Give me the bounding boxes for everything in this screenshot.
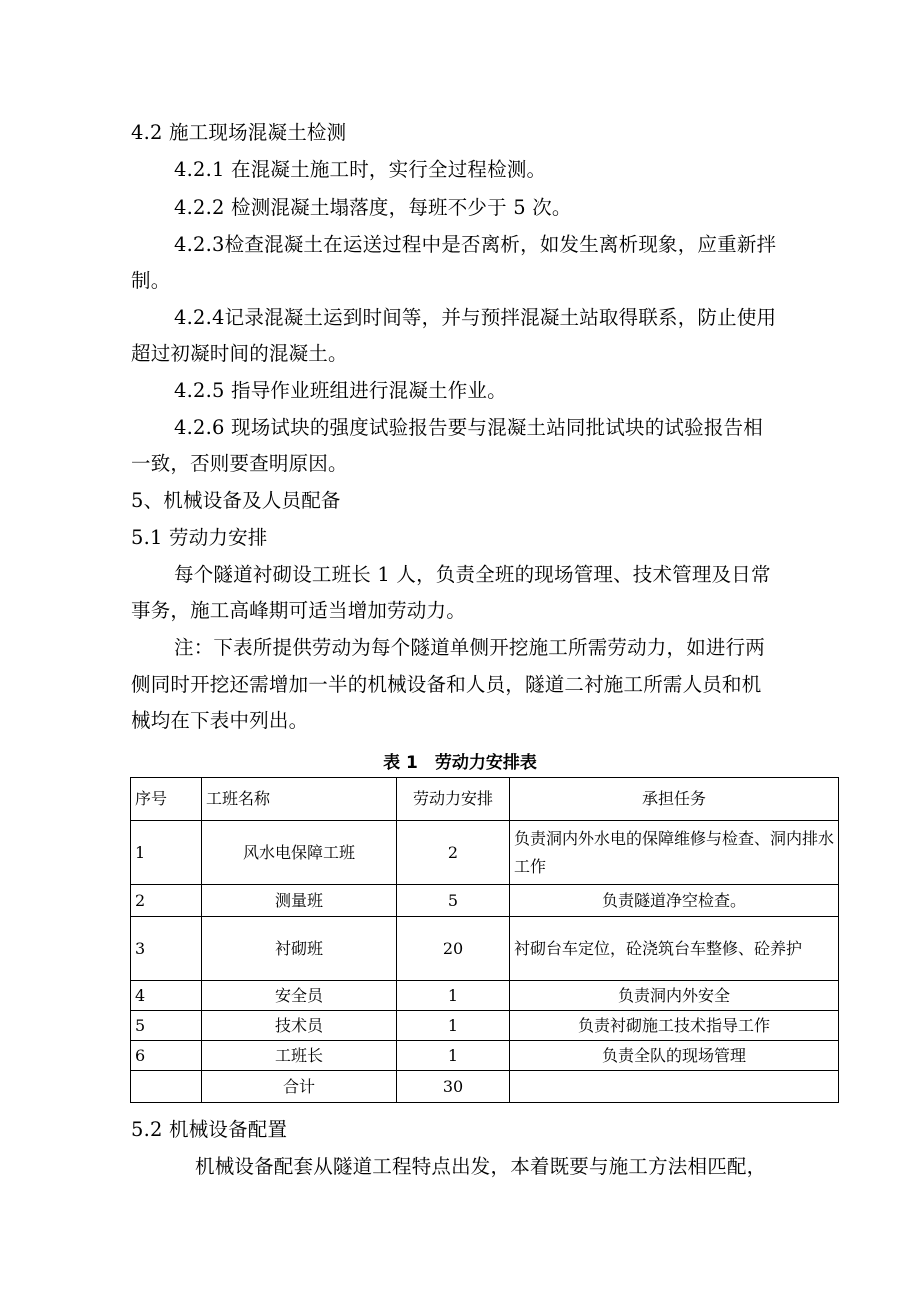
- item-4-2-6-line1: 4.2.6 现场试块的强度试验报告要与混凝土站同批试块的试验报告相: [174, 416, 763, 439]
- row-seq: 5: [131, 1011, 202, 1041]
- para-5-1-line1: 每个隧道衬砌设工班长 1 人，负责全班的现场管理、技术管理及日常: [174, 563, 771, 586]
- row-task: 衬砌台车定位，砼浇筑台车整修、砼养护: [510, 917, 839, 981]
- table-row: [131, 917, 839, 981]
- row-labor: 5: [397, 885, 510, 917]
- row-name: 测量班: [202, 885, 397, 917]
- row-name: 衬砌班: [202, 917, 397, 981]
- section-5-title: 5、机械设备及人员配备: [131, 489, 341, 512]
- note-line1: 注：下表所提供劳动为每个隧道单侧开挖施工所需劳动力，如进行两: [174, 636, 766, 659]
- row-name: 技术员: [202, 1011, 397, 1041]
- header-labor: 劳动力安排: [397, 778, 510, 821]
- total-task: [510, 1071, 839, 1103]
- row-labor: 20: [397, 917, 510, 981]
- row-labor: 1: [397, 981, 510, 1011]
- section-5-2-title: 5.2 机械设备配置: [131, 1118, 288, 1141]
- note-line2: 侧同时开挖还需增加一半的机械设备和人员，隧道二衬施工所需人员和机: [131, 673, 762, 696]
- row-name: 安全员: [202, 981, 397, 1011]
- row-seq: 1: [131, 821, 202, 885]
- row-seq: 3: [131, 917, 202, 981]
- total-labor: 30: [397, 1071, 510, 1103]
- table-row: [131, 821, 839, 885]
- table-row: [131, 1011, 839, 1041]
- row-seq: 6: [131, 1041, 202, 1071]
- row-task: 负责全队的现场管理: [510, 1041, 839, 1071]
- header-seq: 序号: [131, 778, 202, 821]
- header-task: 承担任务: [510, 778, 839, 821]
- item-4-2-1: 4.2.1 在混凝土施工时，实行全过程检测。: [174, 158, 547, 181]
- item-4-2-3-line1: 4.2.3检查混凝土在运送过程中是否离析，如发生离析现象，应重新拌: [174, 233, 777, 256]
- note-line3: 械均在下表中列出。: [131, 709, 309, 732]
- table-row: [131, 981, 839, 1011]
- para-5-1-line2: 事务，施工高峰期可适当增加劳动力。: [131, 599, 466, 622]
- item-4-2-6-line2: 一致，否则要查明原因。: [131, 452, 348, 475]
- row-labor: 1: [397, 1011, 510, 1041]
- labor-table: [130, 777, 839, 1103]
- row-task: 负责洞内外水电的保障维修与检查、洞内排水工作: [510, 821, 839, 885]
- table-row: [131, 1041, 839, 1071]
- item-4-2-3-line2: 制。: [131, 269, 171, 292]
- row-labor: 2: [397, 821, 510, 885]
- para-5-2-line1: 机械设备配套从隧道工程特点出发，本着既要与施工方法相匹配，: [195, 1155, 767, 1178]
- row-task: 负责隧道净空检查。: [510, 885, 839, 917]
- header-name: 工班名称: [202, 778, 397, 821]
- item-4-2-5: 4.2.5 指导作业班组进行混凝土作业。: [174, 379, 507, 402]
- section-4-2-title: 4.2 施工现场混凝土检测: [131, 121, 347, 144]
- row-seq: 4: [131, 981, 202, 1011]
- table-header-row: [131, 778, 839, 821]
- item-4-2-4-line2: 超过初凝时间的混凝土。: [131, 342, 348, 365]
- row-name: 工班长: [202, 1041, 397, 1071]
- row-task: 负责洞内外安全: [510, 981, 839, 1011]
- table-caption: 表 1 劳动力安排表: [383, 753, 537, 773]
- row-labor: 1: [397, 1041, 510, 1071]
- row-task: 负责衬砌施工技术指导工作: [510, 1011, 839, 1041]
- item-4-2-4-line1: 4.2.4记录混凝土运到时间等，并与预拌混凝土站取得联系，防止使用: [174, 306, 777, 329]
- item-4-2-2: 4.2.2 检测混凝土塌落度，每班不少于 5 次。: [174, 196, 572, 219]
- row-seq: 2: [131, 885, 202, 917]
- total-seq-empty: [131, 1071, 202, 1103]
- row-name: 风水电保障工班: [202, 821, 397, 885]
- table-row: [131, 885, 839, 917]
- section-5-1-title: 5.1 劳动力安排: [131, 526, 268, 549]
- table-total-row: [131, 1071, 839, 1103]
- total-label: 合计: [202, 1071, 397, 1103]
